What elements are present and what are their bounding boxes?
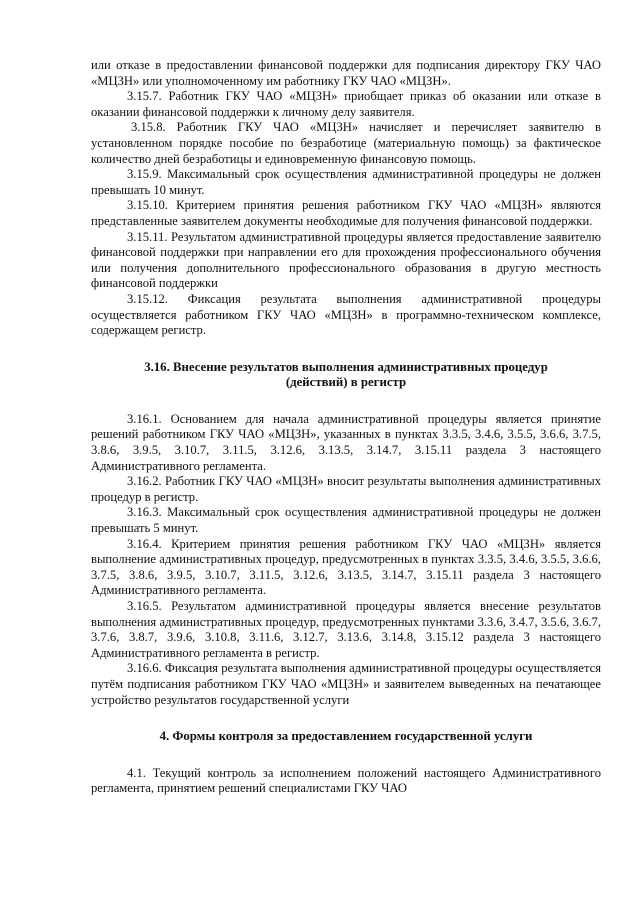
spacer: [91, 745, 601, 758]
spacer: [91, 352, 601, 360]
section-3-16-title-line1: 3.16. Внесение результатов выполнения административных процедур: [144, 359, 548, 374]
paragraph-3-15-7: 3.15.7. Работник ГКУ ЧАО «МЦЗН» приобщает приказ об оказании или отказе в оказании финансовой поддержки к личному делу заявителя.: [91, 89, 601, 119]
paragraph-3-16-3: 3.16.3. Максимальный срок осуществления административной процедуры не должен превышать 5 минут.: [91, 505, 601, 536]
paragraph-3-16-4: 3.16.4. Критерием принятия решения работником ГКУ ЧАО «МЦЗН» является выполнение административных процедур, предусмотренных в пунктах 3.3.5, 3.4.6, 3.5.5, 3.6.6, 3.7.5, 3.8.6, 3.9.5, 3.10.7, 3.11.5, 3.12.6, 3.13.5, 3.14.7, 3.15.11 раздела 3 настоящего Административного регламента.: [91, 536, 601, 598]
spacer: [91, 339, 601, 352]
section-3-16-title: [91, 360, 601, 391]
document-page: [91, 58, 601, 797]
paragraph-4-1: 4.1. Текущий контроль за исполнением положений настоящего Административного регламента, принятием решений специалистами ГКУ ЧАО: [91, 765, 601, 796]
spacer: [91, 708, 601, 721]
paragraph-3-16-6: 3.16.6. Фиксация результата выполнения административной процедуры осуществляется путём подписания работником ГКУ ЧАО «МЦЗН» и заявителем выведенных на печатающее устройство результатов государственной услуги: [91, 661, 601, 707]
paragraph-3-16-2: 3.16.2. Работник ГКУ ЧАО «МЦЗН» вносит результаты выполнения административных процедур в регистр.: [91, 474, 601, 504]
paragraph-3-16-1: 3.16.1. Основанием для начала административной процедуры является принятие решений работником ГКУ ЧАО «МЦЗН», указанных в пунктах 3.3.5, 3.4.6, 3.5.5, 3.6.6, 3.7.5, 3.8.6, 3.9.5, 3.10.7, 3.11.5, 3.12.6, 3.13.5, 3.14.7, 3.15.11 раздела 3 настоящего Административного регламента.: [91, 411, 601, 473]
paragraph-3-15-11: 3.15.11. Результатом административной процедуры является предоставление заявителю финансовой поддержки при направлении его для прохождения профессионального обучения или получения дополнительного профессионального образования в другую местность финансовой поддержки: [91, 229, 601, 291]
spacer: [91, 391, 601, 404]
paragraph-3-15-10: 3.15.10. Критерием принятия решения работником ГКУ ЧАО «МЦЗН» являются представленные заявителем документы необходимые для получения финансовой поддержки.: [91, 198, 601, 228]
section-3-16-title-line2: (действий) в регистр: [285, 375, 407, 390]
spacer: [91, 721, 601, 729]
spacer: [91, 404, 601, 412]
paragraph-continuation: или отказе в предоставлении финансовой поддержки для подписания директору ГКУ ЧАО «МЦЗН» или уполномоченному им работнику ГКУ ЧАО «МЦЗН».: [91, 58, 601, 88]
paragraph-3-15-8: 3.15.8. Работник ГКУ ЧАО «МЦЗН» начисляет и перечисляет заявителю в установленном порядке пособие по безработице (материальную помощь) за фактическое количество дней безработицы и единовременную финансовую помощь.: [91, 120, 601, 166]
section-4-title: 4. Формы контроля за предоставлением государственной услуги: [159, 729, 533, 744]
spacer: [91, 758, 601, 766]
paragraph-3-15-9: 3.15.9. Максимальный срок осуществления административной процедуры не должен превышать 10 минут.: [91, 167, 601, 197]
paragraph-3-15-12: 3.15.12. Фиксация результата выполнения административной процедуры осуществляется работником ГКУ ЧАО «МЦЗН» в программно-техническом комплексе, содержащем регистр.: [91, 291, 601, 338]
paragraph-3-16-5: 3.16.5. Результатом административной процедуры является внесение результатов выполнения административных процедур, предусмотренных пунктами 3.3.6, 3.4.7, 3.5.6, 3.6.7, 3.7.6, 3.8.7, 3.9.6, 3.10.8, 3.11.6, 3.12.7, 3.13.6, 3.14.8, 3.15.12 раздела 3 настоящего Административного регламента в регистр.: [91, 599, 601, 660]
